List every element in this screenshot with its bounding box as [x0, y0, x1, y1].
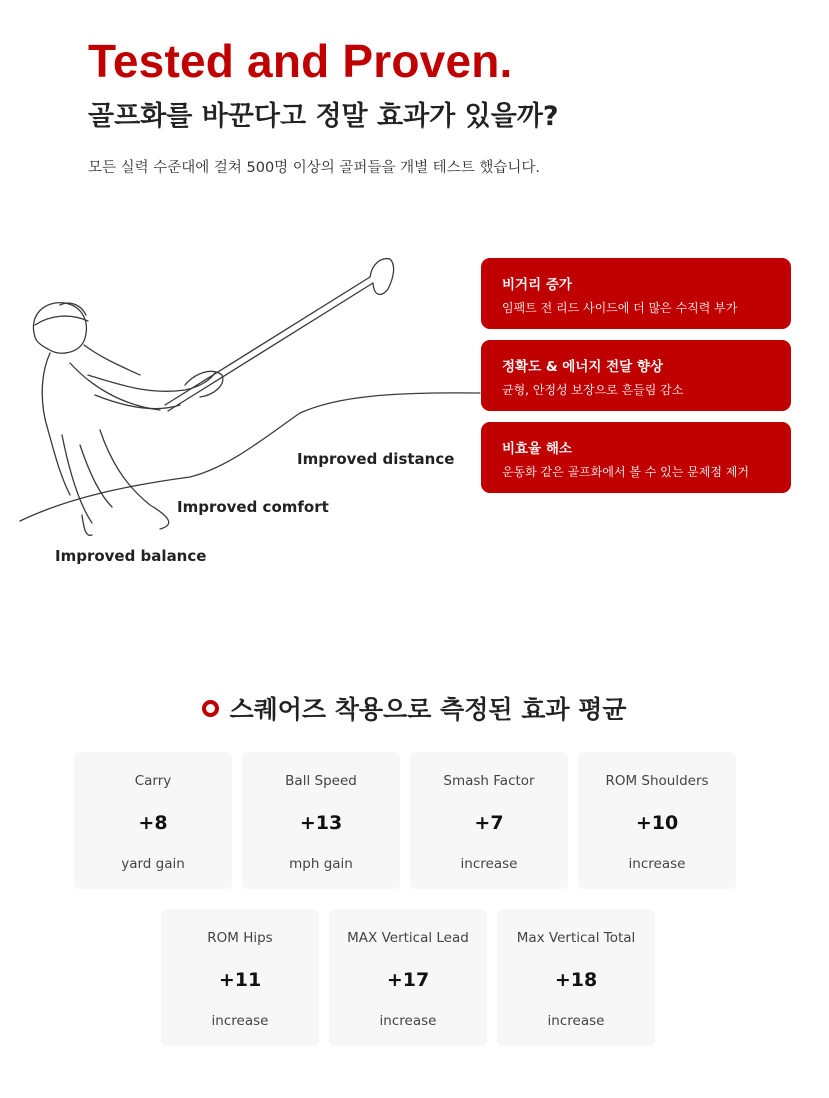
stat-value: +7 [474, 812, 504, 834]
stats-section-title-text: 스퀘어즈 착용으로 측정된 효과 평균 [229, 695, 627, 724]
stat-label: ROM Hips [207, 930, 273, 946]
improved-distance-label: Improved distance [297, 450, 455, 468]
stat-label: Max Vertical Total [516, 930, 636, 946]
stat-label: Ball Speed [285, 773, 357, 789]
hero-subtitle: 골프화를 바꾼다고 정말 효과가 있을까? [88, 101, 559, 132]
hero-title: Tested and Proven. [88, 35, 513, 87]
stat-card-carry [74, 752, 232, 889]
stat-value: +10 [635, 812, 679, 834]
benefit-title: 정확도 & 에너지 전달 향상 [502, 359, 663, 375]
stat-value: +11 [218, 969, 262, 991]
benefit-description: 임팩트 전 리드 사이드에 더 많은 수직력 부가 [502, 301, 738, 315]
stats-section-title [0, 690, 829, 726]
benefit-title: 비거리 증가 [502, 277, 572, 293]
stat-value: +17 [386, 969, 430, 991]
stat-value: +8 [138, 812, 168, 834]
stat-unit: increase [628, 856, 686, 872]
stat-unit: increase [379, 1013, 437, 1029]
stat-label: MAX Vertical Lead [347, 930, 469, 946]
stat-unit: yard gain [121, 856, 185, 872]
stat-card-smash-factor [410, 752, 568, 889]
stat-value: +13 [299, 812, 343, 834]
ring-icon [202, 700, 219, 717]
stat-unit: mph gain [289, 856, 353, 872]
stat-unit: increase [211, 1013, 269, 1029]
benefit-description: 균형, 안정성 보장으로 흔들림 감소 [502, 383, 684, 397]
stat-card-max-vertical-lead [329, 909, 487, 1046]
stat-unit: increase [547, 1013, 605, 1029]
stat-card-rom-shoulders [578, 752, 736, 889]
benefit-card-distance [481, 258, 791, 329]
stat-value: +18 [554, 969, 598, 991]
benefit-description: 운동화 같은 골프화에서 볼 수 있는 문제점 제거 [502, 465, 749, 479]
improved-balance-label: Improved balance [55, 547, 207, 565]
stat-label: ROM Shoulders [605, 773, 709, 789]
benefit-card-accuracy [481, 340, 791, 411]
hero-description: 모든 실력 수준대에 걸쳐 500명 이상의 골퍼들을 개별 테스트 했습니다. [88, 160, 540, 176]
stat-label: Smash Factor [443, 773, 535, 789]
stat-unit: increase [460, 856, 518, 872]
improved-comfort-label: Improved comfort [177, 498, 329, 516]
golfer-swing-line-art [0, 245, 500, 585]
stat-label: Carry [134, 773, 172, 789]
stat-card-rom-hips [161, 909, 319, 1046]
benefit-card-efficiency [481, 422, 791, 493]
stat-card-ball-speed [242, 752, 400, 889]
stat-card-max-vertical-total [497, 909, 655, 1046]
benefit-title: 비효율 해소 [502, 441, 572, 457]
